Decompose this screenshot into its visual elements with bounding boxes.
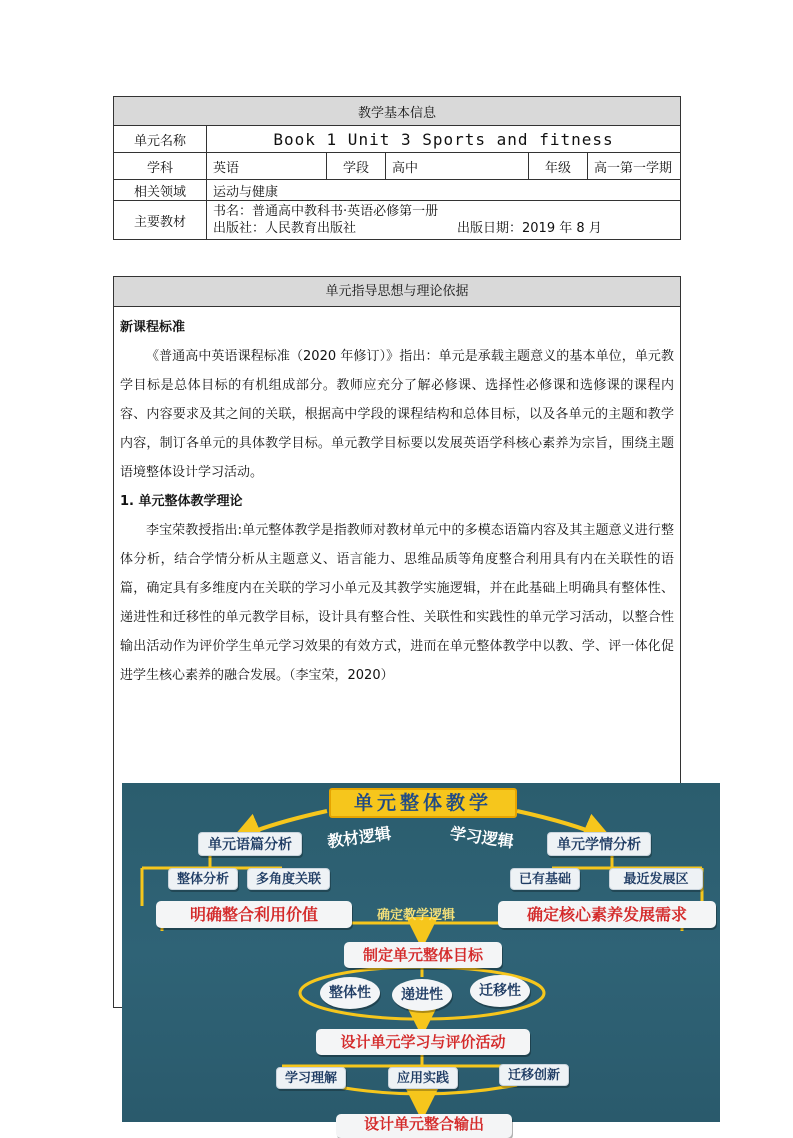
section2-title: 1. 单元整体教学理论 xyxy=(120,494,243,509)
activity-node: 设计单元学习与评价活动 xyxy=(316,1029,530,1055)
textbook-publisher: 出版社：人民教育出版社 xyxy=(213,221,357,236)
left-sub2-node: 多角度关联 xyxy=(247,868,330,890)
textbook-title: 书名：普通高中教科书·英语必修第一册 xyxy=(213,204,439,219)
act-apply-node: 应用实践 xyxy=(388,1067,458,1089)
unit-name-value: Book 1 Unit 3 Sports and fitness xyxy=(207,126,681,153)
grade-value: 高一第一学期 xyxy=(588,153,681,180)
textbook-date: 出版日期：2019 年 8 月 xyxy=(457,221,602,236)
stage-value: 高中 xyxy=(386,153,529,180)
oval-integrity: 整体性 xyxy=(320,977,380,1009)
guidance-header: 单元指导思想与理论依据 xyxy=(114,277,680,307)
left-analysis-node: 单元语篇分析 xyxy=(198,832,302,856)
subject-value: 英语 xyxy=(207,153,327,180)
textbook-value xyxy=(207,201,681,240)
left-sub1-node: 整体分析 xyxy=(168,868,238,890)
left-result-node: 明确整合利用价值 xyxy=(156,901,352,928)
section1-title: 新课程标准 xyxy=(120,320,186,335)
field-label: 相关领域 xyxy=(114,180,207,201)
diagram-top-node: 单元整体教学 xyxy=(329,788,517,818)
textbook-label: 主要教材 xyxy=(114,201,207,240)
section1-text: 《普通高中英语课程标准（2020 年修订）》指出：单元是承载主题意义的基本单位，单元教学目标是总体目标的有机组成部分。教师应充分了解必修课、选择性必修课和选修课的课程内容、内容要求及其之间的关联，根据高中学段的课程结构和总体目标，以及各单元的主题和教学内容，制订各单元的具体教学目标。单元教学目标要以发展英语学科核心素养为宗旨，围绕主题语境整体设计学习活动。 xyxy=(120,349,674,480)
unit-teaching-diagram xyxy=(122,783,720,1133)
basic-info-header: 教学基本信息 xyxy=(114,97,681,126)
basic-info-table xyxy=(113,96,681,240)
section2-text: 李宝荣教授指出:单元整体教学是指教师对教材单元中的多模态语篇内容及其主题意义进行整体分析，结合学情分析从主题意义、语言能力、思维品质等角度整合利用具有内在关联性的语篇，确定具有多维度内在关联的学习小单元及其教学实施逻辑，并在此基础上明确具有整体性、递进性和迁移性的单元教学目标，设计具有整合性、关联性和实践性的单元学习活动，以整合性输出活动作为评价学生单元学习效果的有效方式，进而在单元整体教学中以教、学、评一体化促进学生核心素养的融合发展。（李宝荣，2020） xyxy=(120,523,674,683)
textbook-publisher-line xyxy=(213,220,674,237)
right-sub2-node: 最近发展区 xyxy=(609,868,703,890)
field-value: 运动与健康 xyxy=(207,180,681,201)
right-arrow-label: 学习逻辑 xyxy=(448,823,515,852)
oval-progression: 递进性 xyxy=(392,979,452,1011)
unit-name-label: 单元名称 xyxy=(114,126,207,153)
act-create-node: 迁移创新 xyxy=(499,1064,569,1086)
subject-label: 学科 xyxy=(114,153,207,180)
left-arrow-label: 教材逻辑 xyxy=(326,823,393,852)
grade-label: 年级 xyxy=(529,153,588,180)
right-sub1-node: 已有基础 xyxy=(510,868,580,890)
act-learn-node: 学习理解 xyxy=(276,1067,346,1089)
stage-label: 学段 xyxy=(327,153,386,180)
bottom-cut-node: 设计单元整合输出 xyxy=(336,1114,512,1138)
right-result-node: 确定核心素养发展需求 xyxy=(498,901,716,928)
middle-label: 确定教学逻辑 xyxy=(377,908,456,923)
goal-node: 制定单元整体目标 xyxy=(344,942,502,968)
right-analysis-node: 单元学情分析 xyxy=(547,832,651,856)
oval-transfer: 迁移性 xyxy=(470,975,530,1007)
guidance-content xyxy=(114,307,680,690)
